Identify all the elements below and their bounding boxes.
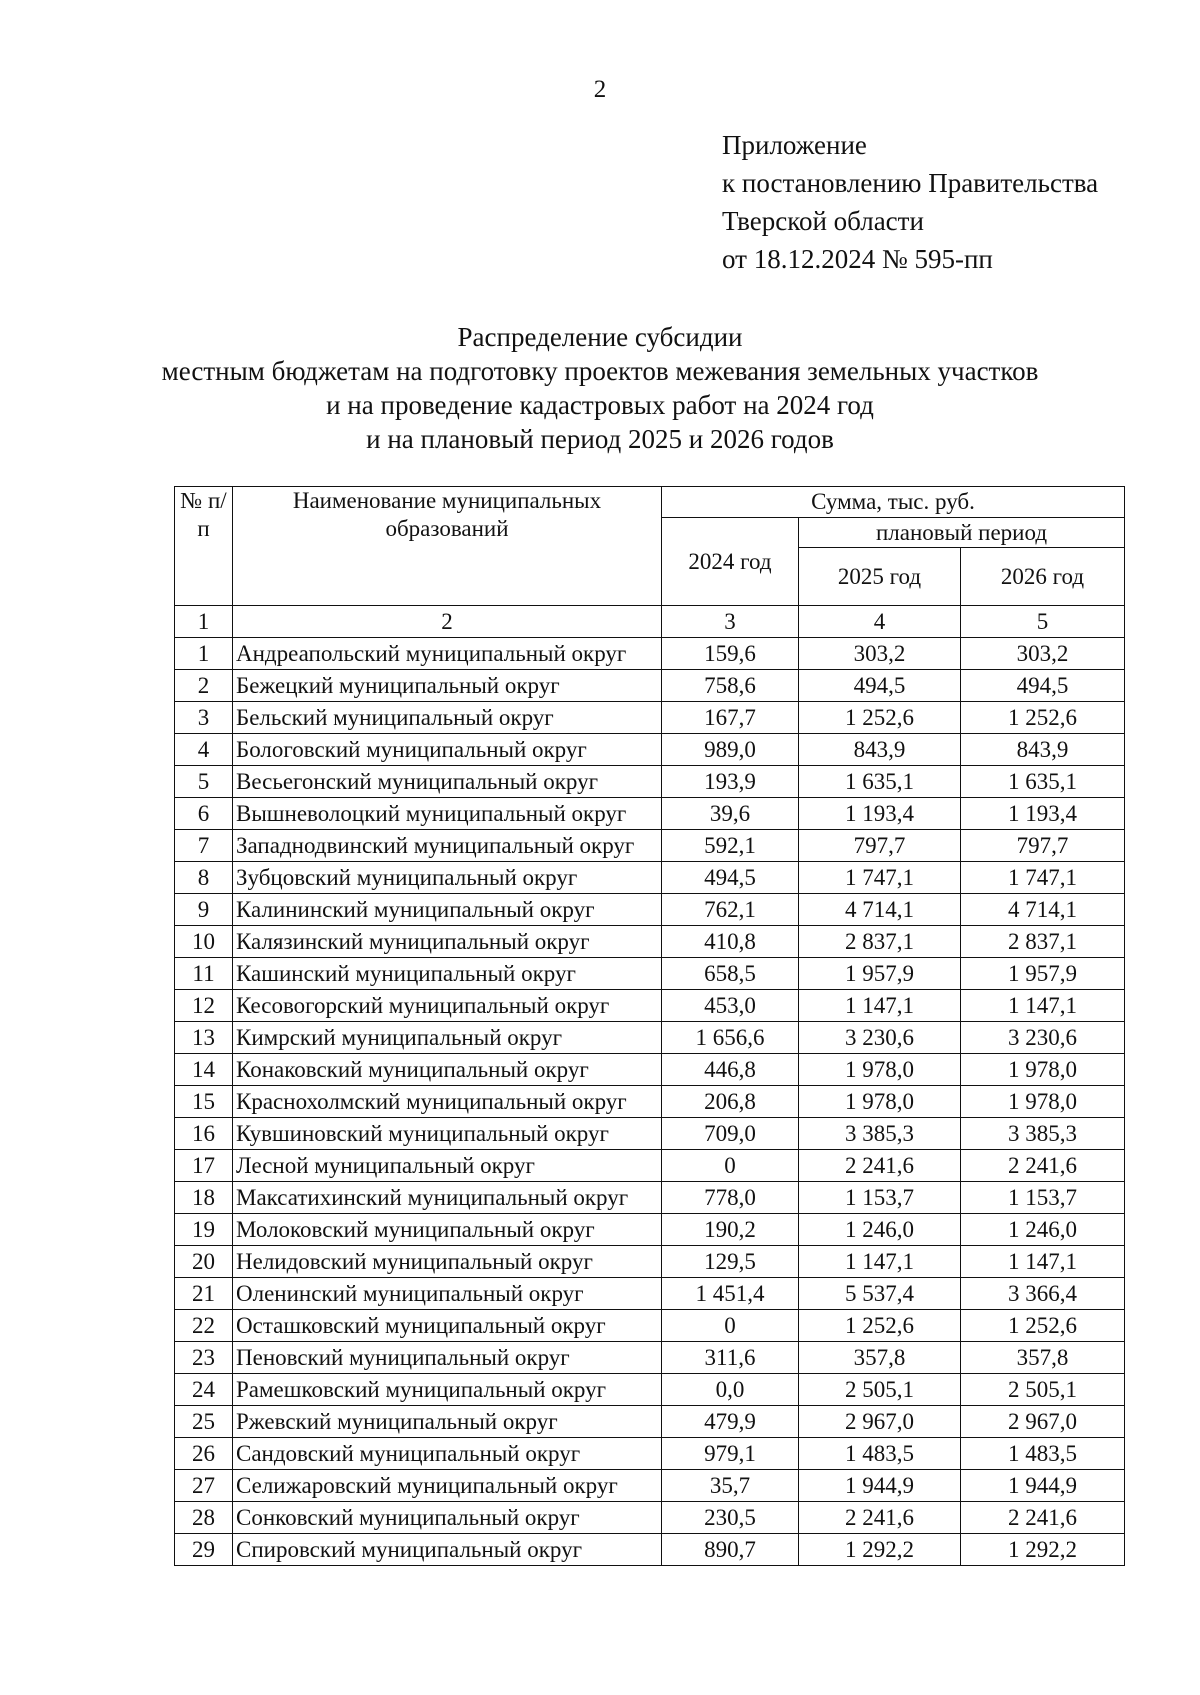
row-number: 14: [175, 1054, 233, 1086]
row-number: 20: [175, 1246, 233, 1278]
municipality-name: Западнодвинский муниципальный округ: [233, 830, 662, 862]
municipality-name: Кесовогорский муниципальный округ: [233, 990, 662, 1022]
amount-2024: 230,5: [662, 1502, 799, 1534]
amount-2025: 1 252,6: [799, 702, 961, 734]
municipality-name: Спировский муниципальный округ: [233, 1534, 662, 1566]
municipality-name: Рамешковский муниципальный округ: [233, 1374, 662, 1406]
municipality-name: Калининский муниципальный округ: [233, 894, 662, 926]
table-row: [175, 1118, 1125, 1150]
municipality-name: Сандовский муниципальный округ: [233, 1438, 662, 1470]
title-line-4: и на плановый период 2025 и 2026 годов: [366, 424, 834, 454]
title-line-1: Распределение субсидии: [457, 322, 743, 352]
amount-2025: 2 967,0: [799, 1406, 961, 1438]
amount-2024: 311,6: [662, 1342, 799, 1374]
amount-2026: 2 837,1: [961, 926, 1125, 958]
amount-2026: 2 241,6: [961, 1150, 1125, 1182]
amount-2025: 2 837,1: [799, 926, 961, 958]
amount-2024: 592,1: [662, 830, 799, 862]
table-row: [175, 1406, 1125, 1438]
municipality-name: Бежецкий муниципальный округ: [233, 670, 662, 702]
amount-2025: 843,9: [799, 734, 961, 766]
amount-2025: 1 978,0: [799, 1054, 961, 1086]
row-number: 26: [175, 1438, 233, 1470]
column-index: 4: [799, 606, 961, 638]
amount-2025: 4 714,1: [799, 894, 961, 926]
row-number: 23: [175, 1342, 233, 1374]
amount-2025: 1 252,6: [799, 1310, 961, 1342]
header-2026: 2026 год: [961, 548, 1125, 606]
table-row: [175, 894, 1125, 926]
municipality-name: Вышневолоцкий муниципальный округ: [233, 798, 662, 830]
amount-2024: 1 656,6: [662, 1022, 799, 1054]
municipality-name: Кувшиновский муниципальный округ: [233, 1118, 662, 1150]
row-number: 29: [175, 1534, 233, 1566]
amount-2024: 0: [662, 1310, 799, 1342]
amount-2024: 0,0: [662, 1374, 799, 1406]
row-number: 18: [175, 1182, 233, 1214]
amount-2026: 3 385,3: [961, 1118, 1125, 1150]
amount-2026: 1 978,0: [961, 1086, 1125, 1118]
appendix-line-3: Тверской области: [722, 206, 924, 236]
amount-2025: 1 957,9: [799, 958, 961, 990]
row-number: 6: [175, 798, 233, 830]
amount-2026: 843,9: [961, 734, 1125, 766]
table-row: [175, 1246, 1125, 1278]
row-number: 19: [175, 1214, 233, 1246]
municipality-name: Лесной муниципальный округ: [233, 1150, 662, 1182]
amount-2024: 35,7: [662, 1470, 799, 1502]
amount-2024: 709,0: [662, 1118, 799, 1150]
table-row: [175, 1150, 1125, 1182]
amount-2025: 2 241,6: [799, 1502, 961, 1534]
row-number: 7: [175, 830, 233, 862]
amount-2025: 797,7: [799, 830, 961, 862]
row-number: 4: [175, 734, 233, 766]
amount-2025: 1 153,7: [799, 1182, 961, 1214]
amount-2024: 494,5: [662, 862, 799, 894]
amount-2025: 1 483,5: [799, 1438, 961, 1470]
page-number: 2: [593, 76, 607, 103]
amount-2026: 1 292,2: [961, 1534, 1125, 1566]
municipality-name: Краснохолмский муниципальный округ: [233, 1086, 662, 1118]
amount-2024: 890,7: [662, 1534, 799, 1566]
table-row: [175, 702, 1125, 734]
amount-2025: 2 241,6: [799, 1150, 961, 1182]
table-row: [175, 1182, 1125, 1214]
row-number: 21: [175, 1278, 233, 1310]
row-number: 22: [175, 1310, 233, 1342]
amount-2024: 206,8: [662, 1086, 799, 1118]
amount-2025: 1 147,1: [799, 990, 961, 1022]
amount-2025: 3 230,6: [799, 1022, 961, 1054]
column-index: 5: [961, 606, 1125, 638]
amount-2026: 3 366,4: [961, 1278, 1125, 1310]
municipality-name: Нелидовский муниципальный округ: [233, 1246, 662, 1278]
amount-2024: 193,9: [662, 766, 799, 798]
amount-2024: 989,0: [662, 734, 799, 766]
table-row: [175, 1086, 1125, 1118]
row-number: 24: [175, 1374, 233, 1406]
table-row: [175, 1534, 1125, 1566]
amount-2025: 357,8: [799, 1342, 961, 1374]
municipality-name: Молоковский муниципальный округ: [233, 1214, 662, 1246]
municipality-name: Андреапольский муниципальный округ: [233, 638, 662, 670]
amount-2025: 303,2: [799, 638, 961, 670]
amount-2024: 129,5: [662, 1246, 799, 1278]
table-row: [175, 1310, 1125, 1342]
municipality-name: Конаковский муниципальный округ: [233, 1054, 662, 1086]
amount-2026: 1 252,6: [961, 1310, 1125, 1342]
amount-2024: 758,6: [662, 670, 799, 702]
amount-2025: 5 537,4: [799, 1278, 961, 1310]
table-row: [175, 1502, 1125, 1534]
amount-2025: 1 978,0: [799, 1086, 961, 1118]
table-row: [175, 1438, 1125, 1470]
header-name: Наименование муниципальных образований: [233, 487, 662, 606]
row-number: 9: [175, 894, 233, 926]
row-number: 27: [175, 1470, 233, 1502]
title-line-3: и на проведение кадастровых работ на 2024 год: [326, 390, 874, 420]
municipality-name: Селижаровский муниципальный округ: [233, 1470, 662, 1502]
row-number: 3: [175, 702, 233, 734]
table-row: [175, 1342, 1125, 1374]
municipality-name: Сонковский муниципальный округ: [233, 1502, 662, 1534]
appendix-line-4: от 18.12.2024 № 595-пп: [722, 244, 993, 274]
title-line-2: местным бюджетам на подготовку проектов межевания земельных участков: [161, 356, 1039, 386]
row-number: 15: [175, 1086, 233, 1118]
amount-2024: 190,2: [662, 1214, 799, 1246]
table-row: [175, 1054, 1125, 1086]
row-number: 25: [175, 1406, 233, 1438]
appendix-block: [722, 126, 1098, 278]
amount-2025: 2 505,1: [799, 1374, 961, 1406]
amount-2024: 39,6: [662, 798, 799, 830]
table-row: [175, 766, 1125, 798]
row-number: 2: [175, 670, 233, 702]
amount-2024: 778,0: [662, 1182, 799, 1214]
table-row: [175, 734, 1125, 766]
table-row: [175, 670, 1125, 702]
amount-2026: 1 147,1: [961, 990, 1125, 1022]
municipality-name: Бельский муниципальный округ: [233, 702, 662, 734]
amount-2026: 494,5: [961, 670, 1125, 702]
row-number: 1: [175, 638, 233, 670]
row-number: 28: [175, 1502, 233, 1534]
table-row: [175, 1022, 1125, 1054]
amount-2024: 1 451,4: [662, 1278, 799, 1310]
table-row: [175, 1214, 1125, 1246]
appendix-line-1: Приложение: [722, 130, 867, 160]
document-title: [0, 320, 1200, 456]
column-index: 2: [233, 606, 662, 638]
row-number: 17: [175, 1150, 233, 1182]
amount-2026: 1 246,0: [961, 1214, 1125, 1246]
header-number: № п/п: [175, 487, 233, 606]
amount-2025: 1 292,2: [799, 1534, 961, 1566]
municipality-name: Зубцовский муниципальный округ: [233, 862, 662, 894]
amount-2026: 1 193,4: [961, 798, 1125, 830]
header-planned-period: плановый период: [799, 518, 1125, 548]
amount-2024: 0: [662, 1150, 799, 1182]
table-row: [175, 958, 1125, 990]
amount-2024: 167,7: [662, 702, 799, 734]
amount-2026: 1 153,7: [961, 1182, 1125, 1214]
municipality-name: Пеновский муниципальный округ: [233, 1342, 662, 1374]
row-number: 11: [175, 958, 233, 990]
amount-2024: 658,5: [662, 958, 799, 990]
municipality-name: Ржевский муниципальный округ: [233, 1406, 662, 1438]
header-2025: 2025 год: [799, 548, 961, 606]
header-sum: Сумма, тыс. руб.: [662, 487, 1125, 518]
amount-2024: 979,1: [662, 1438, 799, 1470]
amount-2025: 1 747,1: [799, 862, 961, 894]
table-row: [175, 1470, 1125, 1502]
table-row: [175, 830, 1125, 862]
amount-2025: 1 193,4: [799, 798, 961, 830]
table-row: [175, 926, 1125, 958]
amount-2026: 3 230,6: [961, 1022, 1125, 1054]
column-index: 3: [662, 606, 799, 638]
amount-2026: 1 635,1: [961, 766, 1125, 798]
appendix-line-2: к постановлению Правительства: [722, 168, 1099, 198]
row-number: 13: [175, 1022, 233, 1054]
table-row: [175, 638, 1125, 670]
amount-2026: 2 967,0: [961, 1406, 1125, 1438]
amount-2024: 410,8: [662, 926, 799, 958]
row-number: 8: [175, 862, 233, 894]
amount-2026: 1 978,0: [961, 1054, 1125, 1086]
municipality-name: Оленинский муниципальный округ: [233, 1278, 662, 1310]
amount-2026: 357,8: [961, 1342, 1125, 1374]
row-number: 5: [175, 766, 233, 798]
amount-2024: 453,0: [662, 990, 799, 1022]
table-row: [175, 1374, 1125, 1406]
amount-2026: 2 241,6: [961, 1502, 1125, 1534]
table-row: [175, 798, 1125, 830]
amount-2025: 3 385,3: [799, 1118, 961, 1150]
municipality-name: Калязинский муниципальный округ: [233, 926, 662, 958]
amount-2026: 2 505,1: [961, 1374, 1125, 1406]
amount-2024: 762,1: [662, 894, 799, 926]
row-number: 10: [175, 926, 233, 958]
column-index-row: [175, 606, 1125, 638]
amount-2025: 1 147,1: [799, 1246, 961, 1278]
amount-2026: 1 944,9: [961, 1470, 1125, 1502]
amount-2026: 797,7: [961, 830, 1125, 862]
municipality-name: Кашинский муниципальный округ: [233, 958, 662, 990]
table-row: [175, 862, 1125, 894]
amount-2026: 1 252,6: [961, 702, 1125, 734]
amount-2026: 1 747,1: [961, 862, 1125, 894]
municipality-name: Бологовский муниципальный округ: [233, 734, 662, 766]
amount-2025: 1 246,0: [799, 1214, 961, 1246]
row-number: 16: [175, 1118, 233, 1150]
column-index: 1: [175, 606, 233, 638]
amount-2026: 1 147,1: [961, 1246, 1125, 1278]
row-number: 12: [175, 990, 233, 1022]
header-2024: 2024 год: [662, 518, 799, 606]
amount-2024: 446,8: [662, 1054, 799, 1086]
amount-2026: 1 957,9: [961, 958, 1125, 990]
table-row: [175, 1278, 1125, 1310]
amount-2025: 494,5: [799, 670, 961, 702]
amount-2024: 159,6: [662, 638, 799, 670]
table-row: [175, 990, 1125, 1022]
municipality-name: Осташковский муниципальный округ: [233, 1310, 662, 1342]
amount-2025: 1 635,1: [799, 766, 961, 798]
amount-2024: 479,9: [662, 1406, 799, 1438]
municipality-name: Максатихинский муниципальный округ: [233, 1182, 662, 1214]
municipality-name: Весьегонский муниципальный округ: [233, 766, 662, 798]
municipality-name: Кимрский муниципальный округ: [233, 1022, 662, 1054]
amount-2026: 1 483,5: [961, 1438, 1125, 1470]
amount-2026: 303,2: [961, 638, 1125, 670]
subsidy-table: [174, 486, 1125, 1566]
amount-2026: 4 714,1: [961, 894, 1125, 926]
amount-2025: 1 944,9: [799, 1470, 961, 1502]
